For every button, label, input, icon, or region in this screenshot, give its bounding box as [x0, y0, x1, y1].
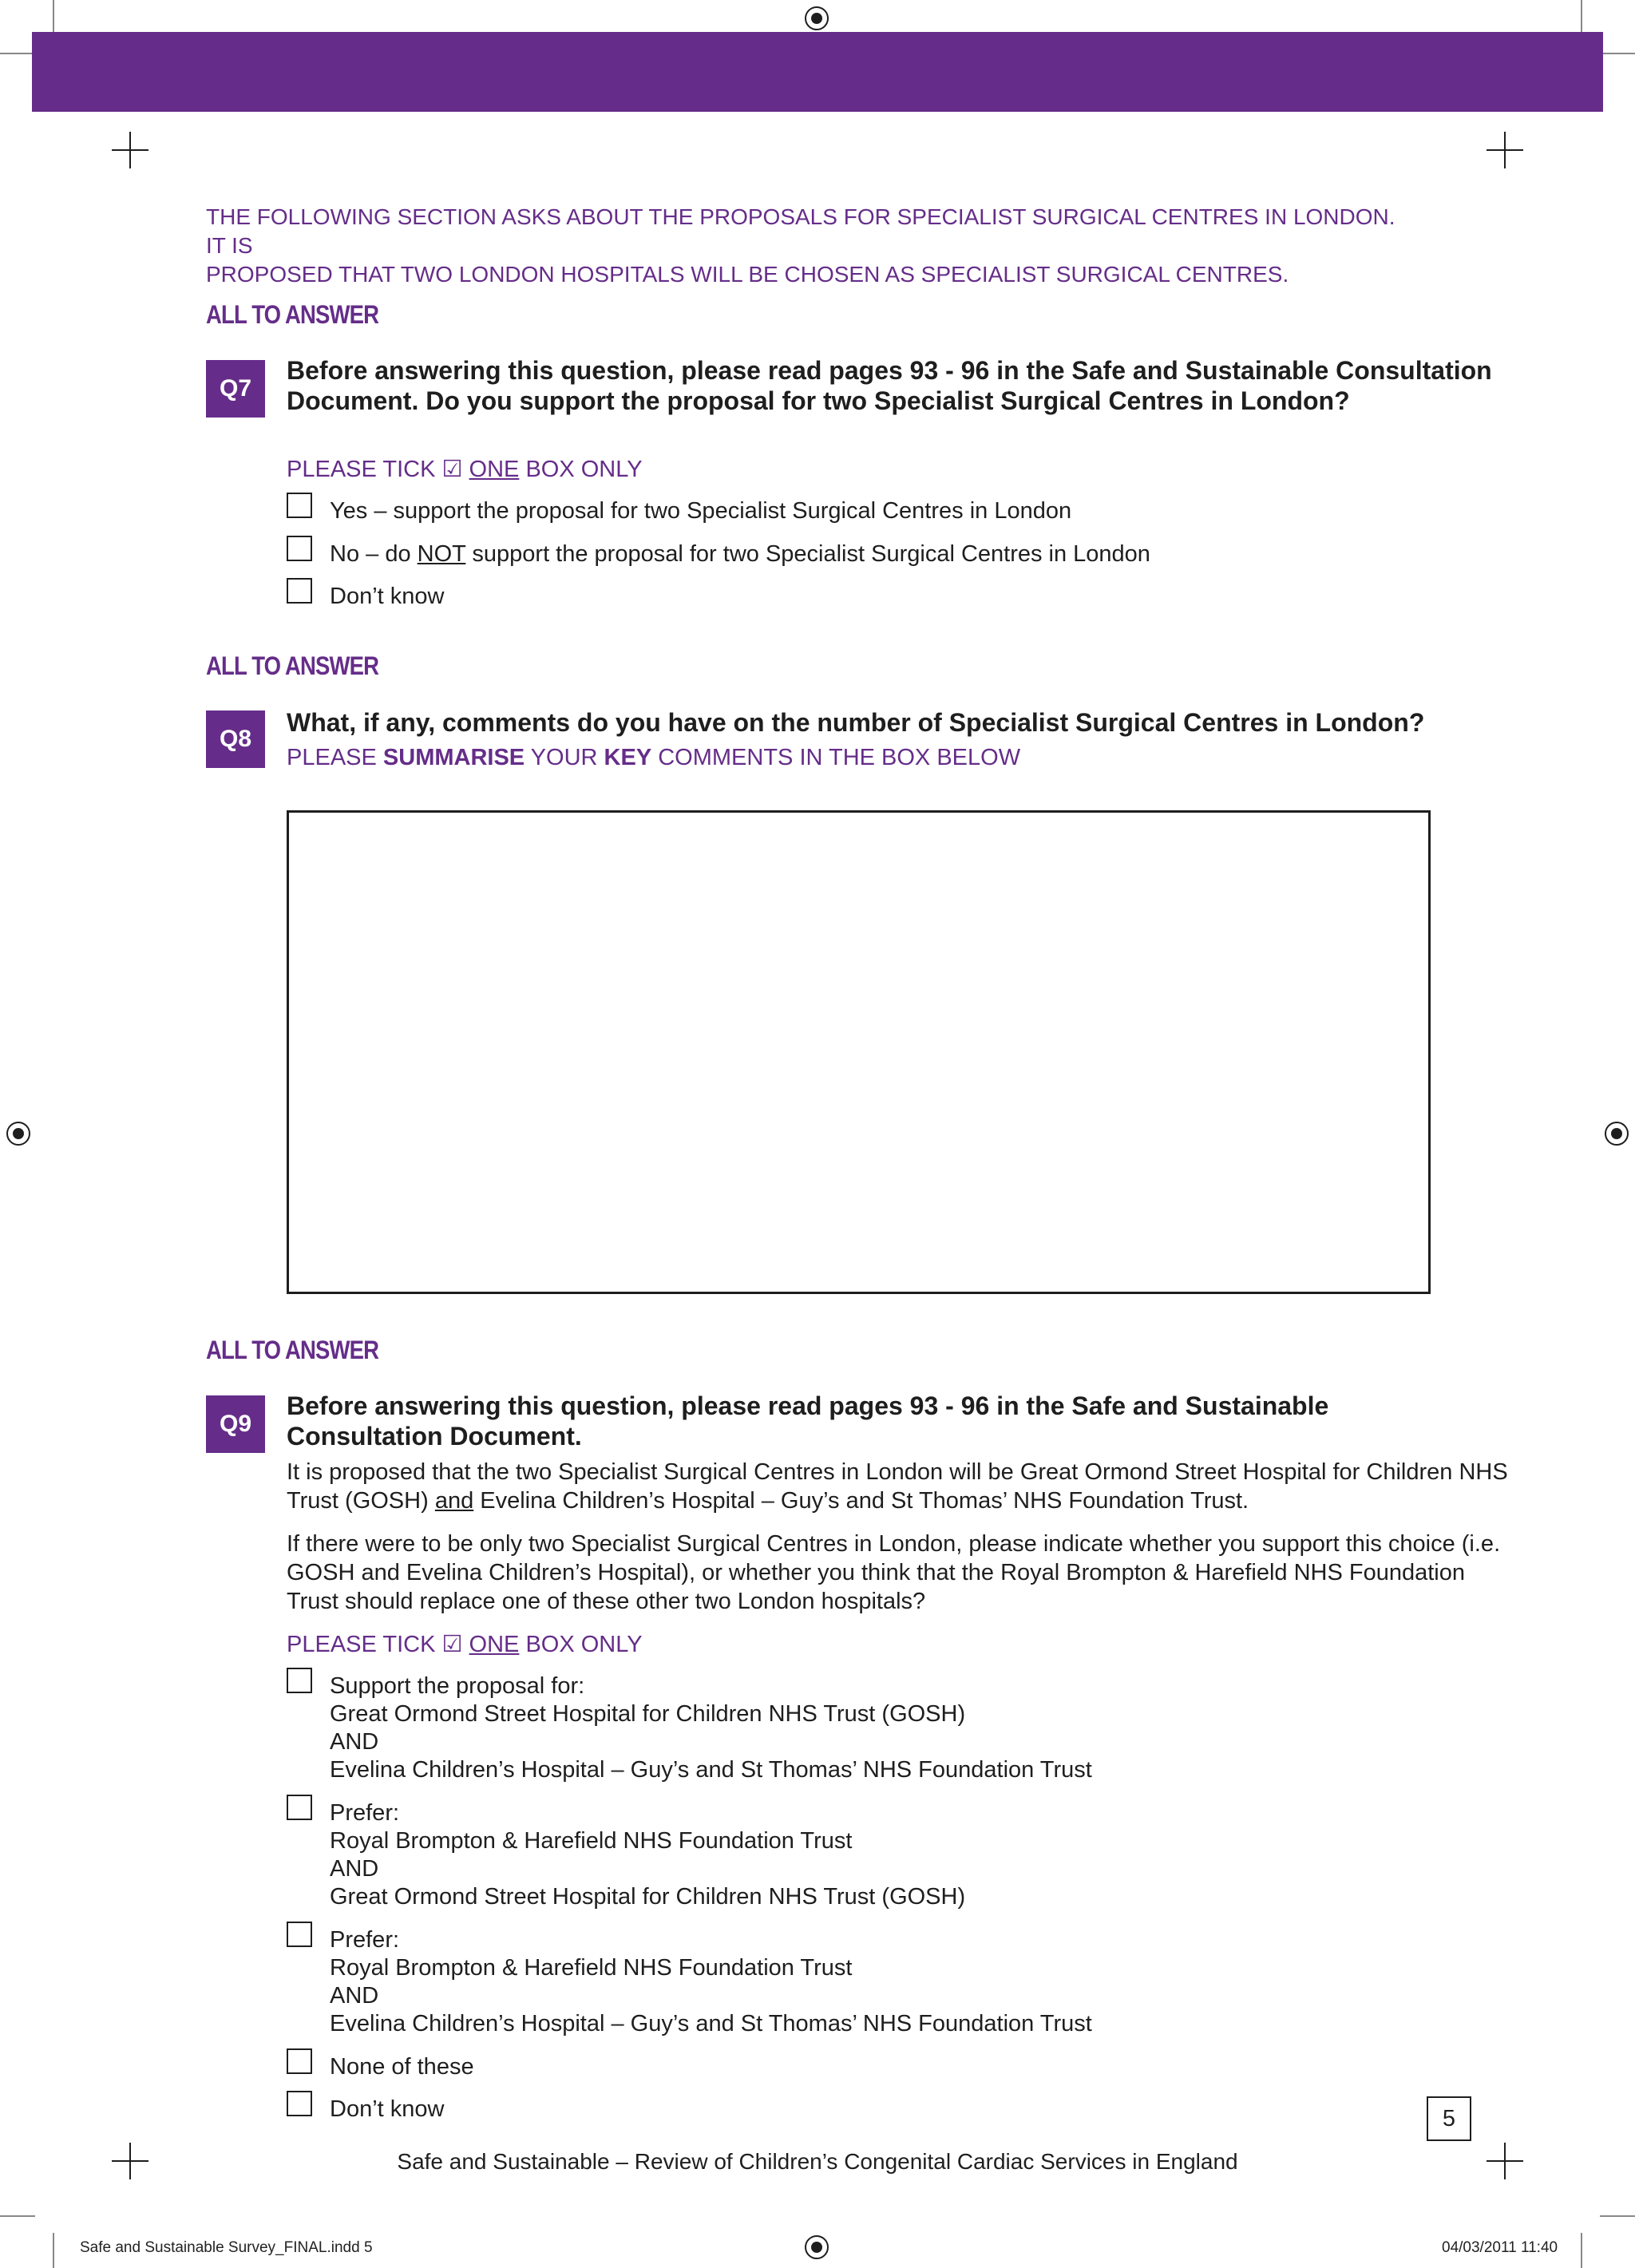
slug-filename: Safe and Sustainable Survey_FINAL.indd 5: [80, 2239, 373, 2256]
checkbox-no[interactable]: [287, 536, 312, 561]
question-title: Before answering this question, please read pages 93 - 96 in the Safe and Sustainable Consultation Document. Do you support the proposal for two Specialist Surgical Centres in London?: [287, 356, 1492, 415]
trim-mark: [1581, 2233, 1582, 2268]
checkbox-prefer-brompton-evelina[interactable]: [287, 1922, 312, 1947]
question-title: Before answering this question, please read pages 93 - 96 in the Safe and Sustainable Consultation Document.: [287, 1391, 1329, 1451]
question-badge: Q8: [206, 710, 265, 768]
comments-box[interactable]: [287, 810, 1431, 1294]
slug-timestamp: 04/03/2011 11:40: [1442, 2239, 1558, 2256]
trim-mark: [53, 0, 54, 35]
all-to-answer-heading: ALL TO ANSWER: [206, 651, 379, 680]
registration-mark-icon: [805, 2235, 829, 2259]
tick-instruction: PLEASE TICK ☑ ONE BOX ONLY: [287, 1632, 643, 1657]
registration-mark-icon: [1605, 1122, 1629, 1146]
option-label: None of these: [330, 2054, 474, 2080]
crosshair-mark-icon: [1487, 132, 1523, 168]
comment-instruction: PLEASE SUMMARISE YOUR KEY COMMENTS IN THE BOX BELOW: [287, 745, 1021, 770]
trim-mark: [1600, 53, 1635, 54]
registration-mark-icon: [6, 1122, 30, 1146]
trim-mark: [1581, 0, 1582, 35]
trim-mark: [0, 2215, 35, 2217]
section-intro: [206, 203, 1419, 289]
checkbox-support-proposal[interactable]: [287, 1668, 312, 1693]
option-label: Support the proposal for: Great Ormond Street Hospital for Children NHS Trust (GOSH) AND Evelina Children’s Hospital – Guy’s and St Thomas’ NHS Foundation Trust: [330, 1673, 1092, 1783]
question-paragraph: If there were to be only two Specialist Surgical Centres in London, please indicate whether you support this choice (i.e. GOSH and Evelina Children’s Hospital), or whether you think that the Royal Brompton & Harefield NHS Foundation Trust should replace one of these other two London hospitals?: [287, 1531, 1501, 1614]
option-label: Prefer: Royal Brompton & Harefield NHS Foundation Trust AND Great Ormond Street Hospital for Children NHS Trust (GOSH): [330, 1800, 966, 1910]
trim-mark: [0, 53, 35, 54]
question-badge: Q9: [206, 1395, 265, 1453]
question-title: What, if any, comments do you have on the number of Specialist Surgical Centres in London?: [287, 708, 1425, 737]
header-band: [32, 32, 1603, 112]
question-badge: Q7: [206, 360, 265, 418]
option-label: Don’t know: [330, 2096, 445, 2122]
trim-mark: [1600, 2215, 1635, 2217]
trim-mark: [53, 2233, 54, 2268]
option-label: No – do NOT support the proposal for two Specialist Surgical Centres in London: [330, 541, 1150, 567]
checkbox-dont-know[interactable]: [287, 2091, 312, 2116]
checkbox-dont-know[interactable]: [287, 578, 312, 604]
tick-instruction: PLEASE TICK ☑ ONE BOX ONLY: [287, 457, 643, 482]
page-footer: Safe and Sustainable – Review of Children’s Congenital Cardiac Services in England: [397, 2149, 1238, 2174]
checkbox-yes[interactable]: [287, 493, 312, 518]
all-to-answer-heading: ALL TO ANSWER: [206, 300, 379, 329]
checkbox-prefer-brompton-gosh[interactable]: [287, 1795, 312, 1820]
crosshair-mark-icon: [112, 132, 148, 168]
checkbox-none-of-these[interactable]: [287, 2048, 312, 2074]
option-label: Prefer: Royal Brompton & Harefield NHS Foundation Trust AND Evelina Children’s Hospital – Guy’s and St Thomas’ NHS Foundation Trust: [330, 1927, 1092, 2036]
intro-line: THE FOLLOWING SECTION ASKS ABOUT THE PROPOSALS FOR SPECIALIST SURGICAL CENTRES IN LONDON. IT IS: [206, 204, 1395, 258]
question-paragraph: It is proposed that the two Specialist Surgical Centres in London will be Great Ormond Street Hospital for Children NHS Trust (GOSH) and Evelina Children’s Hospital – Guy’s and St Thomas’ NHS Foundation Trust.: [287, 1459, 1508, 1514]
all-to-answer-heading: ALL TO ANSWER: [206, 1336, 379, 1364]
page-number: 5: [1427, 2096, 1471, 2141]
option-label: Yes – support the proposal for two Specialist Surgical Centres in London: [330, 498, 1072, 524]
option-label: Don’t know: [330, 584, 445, 609]
intro-line: PROPOSED THAT TWO LONDON HOSPITALS WILL BE CHOSEN AS SPECIALIST SURGICAL CENTRES.: [206, 262, 1289, 287]
registration-mark-icon: [805, 6, 829, 30]
